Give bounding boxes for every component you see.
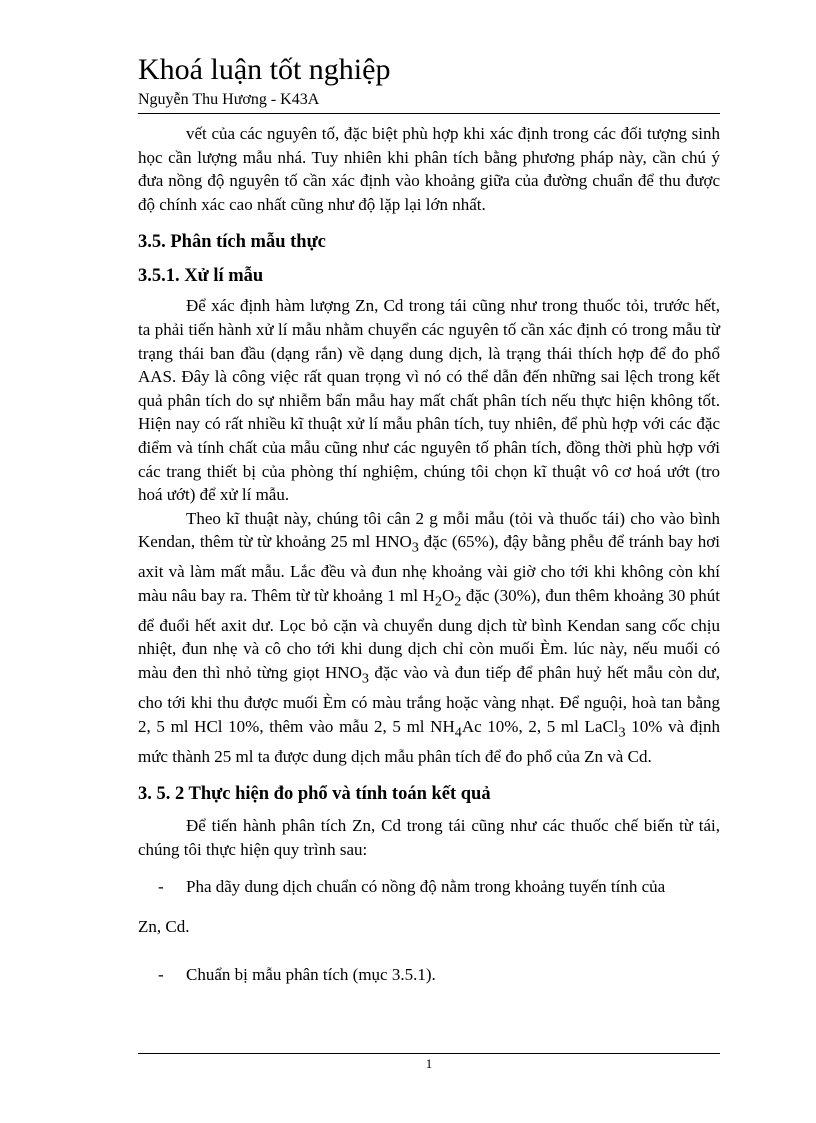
list-bullet: - — [158, 964, 164, 984]
document-title: Khoá luận tốt nghiệp — [138, 53, 391, 86]
header-divider — [138, 113, 720, 114]
section-heading-3-5-2: 3. 5. 2 Thực hiện đo phổ và tính toán kết quả — [138, 784, 491, 805]
procedure-paragraph: Theo kĩ thuật này, chúng tôi cân 2 g mỗi mẫu (tỏi và thuốc tái) cho vào bình Kendan, thêm từ từ khoảng 25 ml $HNO_3$ đặc (65%), đậy bằng phễu để tránh bay hơi axit và làm mất mẫu. Lắc đều và đun nhẹ khoảng vài giờ cho tới khi không còn khí màu nâu bay ra. Thêm từ từ khoảng 1 ml $H_2O_2$ đặc (30%), đun thêm khoảng 30 phút để đuổi hết axit dư. Lọc bỏ cặn và chuyển dung dịch từ bình Kendan sang cốc chịu nhiệt, đun nhẹ và cô cho tới khi dung dịch chỉ còn muối Èm. lúc này, nếu muối có màu đen thì nhỏ từng giọt $HNO_3$ đặc vào và đun tiếp để phân huỷ hết mẫu còn dư, cho tới khi thu được muối Èm có màu trắng hoặc vàng nhạt. Để nguội, hoà tan bằng 2, 5 ml HCl 10%, thêm vào mẫu 2, 5 ml $NH_4Ac$ 10%, 2, 5 ml LaCl$_3$ 10% và định mức thành 25 ml ta được dung dịch mẫu phân tích để đo phổ của Zn và Cd. — [138, 508, 720, 766]
page-number: 1 — [425, 1056, 433, 1071]
document-author: Nguyễn Thu Hương - K43A — [138, 91, 320, 108]
page-content — [138, 122, 720, 986]
footer-divider — [138, 1053, 720, 1054]
measurement-paragraph: Để tiến hành phân tích Zn, Cd trong tái cũng như các thuốc chế biến từ tái, chúng tôi thực hiện quy trình sau: — [138, 816, 720, 859]
list-item-continuation: Zn, Cd. — [138, 917, 190, 936]
section-heading-3-5-1: 3.5.1. Xử lí mẫu — [138, 266, 264, 287]
list-item-text: Pha dãy dung dịch chuẩn có nồng độ nằm trong khoảng tuyến tính của — [186, 877, 666, 897]
section-heading-3-5: 3.5. Phân tích mẫu thực — [138, 232, 326, 253]
list-item — [138, 963, 720, 987]
list-bullet: - — [158, 877, 164, 897]
list-item — [138, 875, 720, 899]
page-header — [138, 52, 720, 110]
intro-paragraph: vết của các nguyên tố, đặc biệt phù hợp khi xác định trong các đối tượng sinh học cần lượng mẫu nhá. Tuy nhiên khi phân tích bằng phương pháp này, cần chú ý đưa nồng độ nguyên tố cần xác định vào khoảng giữa của đường chuẩn để thu được độ chính xác cao nhất cũng như độ lặp lại lớn nhất. — [138, 124, 720, 214]
sample-treatment-paragraph: Để xác định hàm lượng Zn, Cd trong tái cũng như trong thuốc tỏi, trước hết, ta phải tiến hành xử lí mẫu nhằm chuyển các nguyên tố cần xác định có trong mẫu từ trạng thái ban đầu (dạng rắn) về dạng dung dịch, là trạng thái thích hợp để đo phổ AAS. Đây là công việc rất quan trọng vì nó có thể dẫn đến những sai lệch trong kết quả phân tích do sự nhiễm bẩn mẫu hay mất chất phân tích nếu thực hiện không tốt. Hiện nay có rất nhiều kĩ thuật xử lí mẫu phân tích, tuy nhiên, để phù hợp với các đặc điểm và tính chất của mẫu cũng như các nguyên tố phân tích, đồng thời phù hợp với các trang thiết bị của phòng thí nghiệm, chúng tôi chọn kĩ thuật vô cơ hoá ướt (tro hoá ướt) để xử lí mẫu. — [138, 296, 720, 505]
list-item-text: Chuẩn bị mẫu phân tích (mục 3.5.1). — [186, 964, 436, 984]
